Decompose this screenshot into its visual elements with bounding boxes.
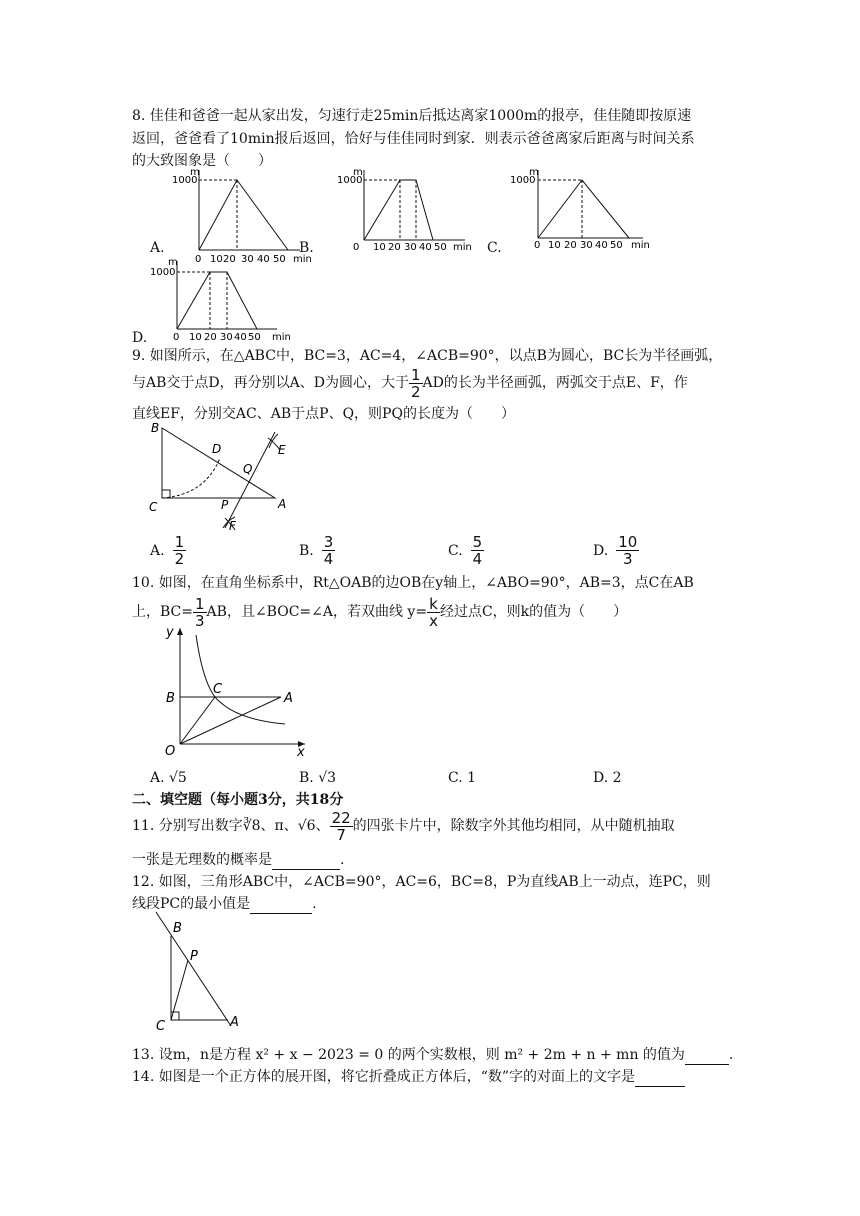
- q8-line2: 返回，爸爸看了10min报后返回，恰好与佳佳同时到家．则表示爸爸离家后距离与时间关系: [132, 131, 695, 147]
- q12-figure: [148, 908, 258, 1042]
- graph-x-tick: 10: [210, 254, 223, 262]
- q12-answer-blank[interactable]: [250, 895, 312, 914]
- q8-option-b[interactable]: B.: [299, 240, 314, 256]
- q9-half-var: AD: [422, 375, 444, 391]
- q10-line2a: 上，BC=: [132, 604, 193, 620]
- q10-line1: 10. 如图，在直角坐标系中，Rt△OAB的边OB在y轴上，∠ABO=90°，AB=3，点C在AB: [132, 575, 694, 591]
- q8-option-d[interactable]: D.: [132, 330, 148, 346]
- q9-point-label: P: [221, 498, 229, 512]
- q9-option-a[interactable]: [150, 534, 186, 567]
- q11-line2-end: .: [340, 852, 345, 868]
- q10-point-label: x: [297, 745, 305, 760]
- frac-den: 3: [195, 611, 205, 630]
- q10-option-d[interactable]: D. 2: [593, 770, 622, 786]
- q9-point-label: F: [229, 519, 236, 533]
- frac-num: 3: [323, 533, 334, 551]
- q11-cube-root: ∛8: [242, 818, 261, 834]
- q13-line: [132, 1046, 733, 1065]
- q9-option-d-frac: [616, 534, 639, 567]
- q8-graph-d: [132, 253, 302, 347]
- graph-y-label: m: [190, 167, 200, 178]
- q9-option-b-prefix: B.: [299, 542, 314, 559]
- graph-x-tick: 40: [595, 240, 608, 251]
- frac-num: 10: [618, 533, 638, 551]
- q9-option-a-prefix: A.: [150, 542, 165, 559]
- q12-point-label: C: [156, 1019, 166, 1034]
- frac-den: 2: [174, 550, 185, 568]
- q11-line2: [132, 851, 344, 870]
- graph-x-tick: 30: [580, 240, 593, 251]
- q8-graph-c: [505, 162, 685, 266]
- frac-num: 1: [195, 594, 205, 613]
- frac-den: 4: [472, 550, 483, 568]
- q10-point-label: O: [165, 744, 176, 759]
- q10-point-label: A: [284, 691, 293, 706]
- q9-point-label: D: [212, 442, 222, 456]
- q9-line2b: 的长为半径画弧，两弧交于点E、F，作: [443, 375, 688, 391]
- q12-line1: 12. 如图，三角形ABC中，∠ACB=90°，AC=6，BC=8，P为直线AB上一动点，连PC，则: [132, 874, 711, 890]
- q11-line1c: 的四张卡片中，除数字外其他均相同，从中随机抽取: [352, 818, 675, 834]
- q9-option-b-frac: [322, 534, 336, 567]
- graph-y-tick: 1000: [172, 175, 198, 186]
- q10-line2b: AB，且∠BOC=∠A，若双曲线 y=: [206, 604, 428, 620]
- q14-text: 14. 如图是一个正方体的展开图，将它折叠成正方体后，“数”字的对面上的文字是: [132, 1069, 636, 1085]
- frac-den: 4: [323, 550, 334, 568]
- graph-y-tick: 1000: [510, 175, 536, 186]
- q9-point-label: E: [278, 443, 286, 457]
- q11-line1a: 11. 分别写出数字: [132, 818, 243, 834]
- q11-frac: [330, 810, 353, 843]
- graph-x-tick: 0: [195, 254, 202, 262]
- graph-y-tick: 1000: [150, 267, 176, 278]
- q12-point-label: P: [190, 949, 198, 964]
- graph-y-label: m: [168, 257, 178, 268]
- q13-text: 13. 设m，n是方程 x² + x − 2023 = 0 的两个实数根，则 m² + 2m + n + mn 的值为: [132, 1047, 685, 1063]
- q9-line2-text: 与AB交于点D，再分别以A、D为圆心，大于: [132, 375, 409, 391]
- graph-x-tick: 10: [189, 332, 202, 343]
- q10-option-b[interactable]: B. √3: [299, 770, 337, 786]
- graph-x-tick: 30: [220, 332, 233, 343]
- q10-point-label: y: [166, 625, 174, 640]
- graph-x-tick: 50: [248, 332, 261, 343]
- graph-x-tick: 10: [373, 242, 386, 253]
- q8-graph-b: [305, 162, 485, 266]
- q9-half-fraction: [409, 367, 423, 400]
- q10-point-label: C: [213, 682, 223, 697]
- graph-x-tick: 20: [223, 254, 236, 262]
- q9-option-b[interactable]: [299, 534, 335, 567]
- graph-x-label: min: [453, 242, 472, 253]
- q9-option-c-frac: [471, 534, 485, 567]
- q14-answer-blank[interactable]: [635, 1068, 685, 1087]
- q12-line2-end: .: [312, 896, 317, 912]
- graph-x-label: min: [631, 240, 650, 251]
- q8-option-c[interactable]: C.: [487, 240, 502, 256]
- frac-den: 3: [622, 550, 633, 568]
- q13-end: .: [728, 1047, 734, 1063]
- graph-x-tick: 50: [434, 242, 447, 253]
- q10-option-a[interactable]: A. √5: [150, 770, 187, 786]
- graph-y-tick: 1000: [337, 175, 363, 186]
- q10-option-c[interactable]: C. 1: [448, 770, 477, 786]
- frac-num: k: [427, 596, 440, 613]
- graph-x-tick: 10: [548, 240, 561, 251]
- q9-half-num: 1: [410, 365, 421, 384]
- graph-x-tick: 20: [564, 240, 577, 251]
- q8-line3: 的大致图象是（ ）: [132, 153, 272, 169]
- q10-point-label: B: [166, 691, 175, 706]
- q9-point-label: Q: [243, 462, 253, 476]
- q10-k-frac: [427, 596, 440, 629]
- graph-x-tick: 20: [204, 332, 217, 343]
- graph-x-tick: 30: [404, 242, 417, 253]
- q9-figure: [145, 420, 305, 539]
- frac-num: 22: [331, 808, 351, 827]
- q9-line3: 直线EF，分别交AC、AB于点P、Q，则PQ的长度为（ ）: [132, 406, 515, 422]
- graph-x-tick: 40: [234, 332, 247, 343]
- graph-x-label: min: [272, 332, 291, 343]
- q14-line: [132, 1068, 685, 1087]
- q10-line2c: 经过点C，则k的值为（ ）: [439, 604, 628, 620]
- graph-x-tick: 50: [610, 240, 623, 251]
- q9-point-label: A: [278, 497, 287, 511]
- q9-half-den: 2: [410, 382, 421, 401]
- q11-answer-blank[interactable]: [272, 851, 340, 870]
- q9-option-a-frac: [173, 534, 187, 567]
- q10-figure: [160, 620, 320, 764]
- q12-point-label: B: [173, 921, 182, 936]
- graph-y-label: m: [353, 167, 363, 178]
- q9-option-d-prefix: D.: [593, 542, 609, 559]
- q9-option-d[interactable]: [593, 534, 639, 567]
- q9-line2: [132, 365, 688, 401]
- graph-x-tick: 30: [241, 254, 254, 262]
- q9-option-c[interactable]: [448, 534, 484, 567]
- q13-answer-blank[interactable]: [685, 1046, 729, 1065]
- graph-x-tick: 40: [419, 242, 432, 253]
- frac-num: 5: [472, 533, 483, 551]
- graph-x-tick: 0: [534, 240, 541, 251]
- q9-option-c-prefix: C.: [448, 542, 463, 559]
- q8-option-a[interactable]: A.: [150, 240, 165, 256]
- q9-point-label: B: [151, 421, 160, 435]
- graph-x-tick: 20: [388, 242, 401, 253]
- graph-x-tick: 0: [173, 332, 180, 343]
- frac-den: 7: [336, 825, 346, 844]
- q8-line1: 8. 佳佳和爸爸一起从家出发，匀速行走25min后抵达离家1000m的报亭，佳佳随即按原速: [132, 108, 692, 124]
- graph-x-tick: 40: [257, 254, 270, 262]
- q11-line2-text: 一张是无理数的概率是: [132, 852, 272, 868]
- q11-line1: [132, 808, 675, 844]
- graph-y-label: m: [529, 167, 539, 178]
- q12-line2-text: 线段PC的最小值是: [132, 896, 251, 912]
- section-heading: 二、填空题（每小题3分，共18分: [132, 792, 344, 808]
- frac-den: x: [429, 611, 438, 630]
- frac-num: 1: [174, 533, 185, 551]
- graph-x-tick: 0: [353, 242, 360, 253]
- q12-point-label: A: [230, 1015, 239, 1030]
- graph-x-tick: 50: [273, 254, 286, 262]
- graph-x-label: min: [293, 254, 312, 262]
- q9-point-label: C: [149, 500, 158, 514]
- q11-line1b: 、π、√6、: [260, 818, 330, 834]
- q9-line1: 9. 如图所示，在△ABC中，BC=3，AC=4，∠ACB=90°，以点B为圆心，BC长为半径画弧，: [132, 348, 723, 364]
